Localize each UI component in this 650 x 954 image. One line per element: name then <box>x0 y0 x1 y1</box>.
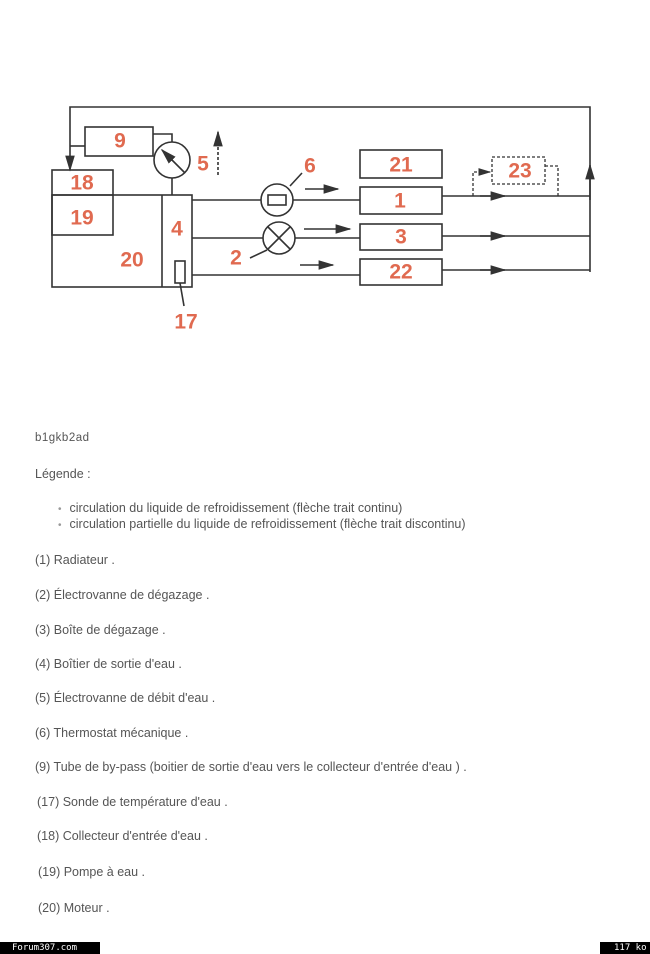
legend-bullet-dashed: • circulation partielle du liquide de refroidissement (flèche trait discontinu) <box>58 517 466 531</box>
legend-item: (9) Tube de by-pass (boitier de sortie d'eau vers le collecteur d'entrée d'eau ) . <box>35 760 467 774</box>
legend-title: Légende : <box>35 467 91 481</box>
legend-item: (18) Collecteur d'entrée d'eau . <box>37 829 208 843</box>
label-9: 9 <box>114 129 126 153</box>
legend-item: (4) Boîtier de sortie d'eau . <box>35 657 182 671</box>
label-6: 6 <box>304 154 316 178</box>
label-4: 4 <box>171 217 183 241</box>
label-20: 20 <box>120 248 144 272</box>
cooling-circuit-diagram <box>0 0 650 350</box>
legend-item: (6) Thermostat mécanique . <box>35 726 189 740</box>
legend-item: (19) Pompe à eau . <box>38 865 146 879</box>
label-17: 17 <box>174 310 198 334</box>
label-1: 1 <box>394 189 406 213</box>
label-19: 19 <box>70 206 94 230</box>
label-22: 22 <box>389 260 413 284</box>
legend-item: (3) Boîte de dégazage . <box>35 623 166 637</box>
document-reference: b1gkb2ad <box>35 432 90 444</box>
label-18: 18 <box>70 171 94 195</box>
legend-item: (20) Moteur . <box>38 901 110 915</box>
label-23: 23 <box>508 159 532 183</box>
legend-item: (2) Électrovanne de dégazage . <box>35 588 210 602</box>
label-5: 5 <box>197 152 209 176</box>
legend-bullet-continuous: • circulation du liquide de refroidissement (flèche trait continu) <box>58 501 402 515</box>
label-21: 21 <box>389 153 413 177</box>
legend-item: (5) Électrovanne de débit d'eau . <box>35 691 216 705</box>
legend-item: (1) Radiateur . <box>35 553 115 567</box>
footer-file-size: 117 ko <box>600 942 650 954</box>
thermostat-icon <box>261 184 293 216</box>
footer-site-label: Forum307.com <box>0 942 100 954</box>
legend-item: (17) Sonde de température d'eau . <box>37 795 228 809</box>
label-3: 3 <box>395 225 407 249</box>
temp-sensor-box <box>175 261 185 283</box>
label-2: 2 <box>230 246 242 270</box>
